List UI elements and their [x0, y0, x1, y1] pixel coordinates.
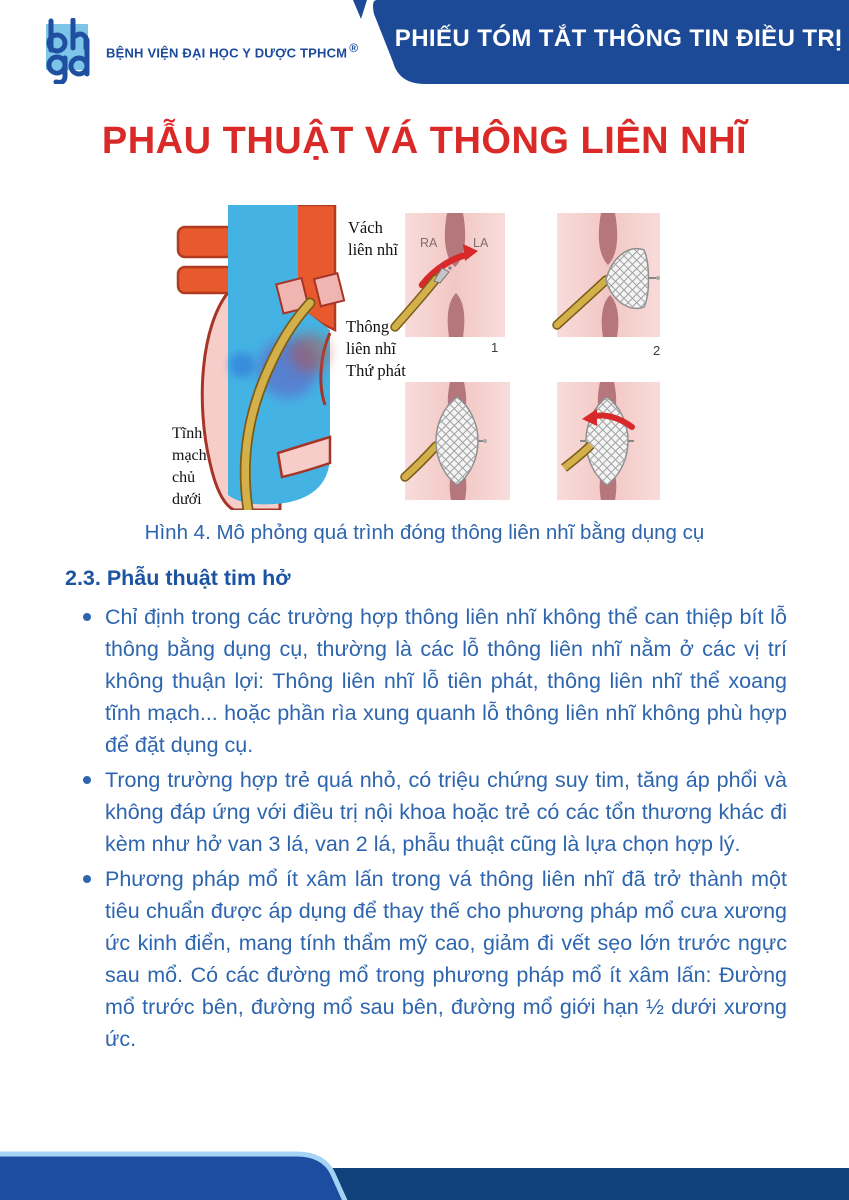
- list-item: Phương pháp mổ ít xâm lấn trong vá thông liên nhĩ đã trở thành một tiêu chuẩn được áp dụng để thay thế cho phương pháp mổ cưa xương ức kinh điển, mang tính thẩm mỹ cao, giảm đi vết sẹo lớn trước ngực sau mổ. Có các đường mổ trong phương pháp mổ ít xâm lấn: Đường mổ trước bên, đường mổ sau bên, đường mổ giới hạn ½ dưới xương ức.: [85, 863, 787, 1055]
- svg-text:liên nhĩ: liên nhĩ: [348, 240, 398, 259]
- left-atrium-label: LA: [473, 236, 489, 250]
- hospital-logo-icon: [30, 18, 94, 84]
- right-atrium-label: RA: [420, 236, 438, 250]
- pulmonary-artery-branch: [178, 227, 236, 257]
- hospital-name: [106, 41, 358, 60]
- section-heading: 2.3. Phẫu thuật tim hở: [65, 566, 291, 590]
- svg-text:dưới: dưới: [172, 491, 202, 508]
- heart-anatomy-illustration: [178, 205, 344, 510]
- svg-text:chủ: chủ: [172, 469, 196, 486]
- panel-3-device-deployed: [405, 382, 510, 500]
- hospital-logo: [30, 18, 358, 84]
- panel-1-crossing-defect: [395, 213, 505, 355]
- step-number-1: 1: [491, 340, 499, 355]
- bullet-list: [85, 601, 787, 1058]
- panel-4-device-released: [557, 382, 660, 500]
- figure-asd-closure: [170, 205, 730, 510]
- step-number-2: 2: [653, 343, 661, 358]
- page-title: PHẪU THUẬT VÁ THÔNG LIÊN NHĨ: [101, 120, 748, 162]
- svg-text:mạch: mạch: [172, 447, 207, 464]
- figure-caption: Hình 4. Mô phỏng quá trình đóng thông liên nhĩ bằng dụng cụ: [144, 521, 705, 544]
- svg-text:liên nhĩ: liên nhĩ: [346, 339, 396, 358]
- svg-text:Thứ phát: Thứ phát: [346, 361, 406, 380]
- ivc-label: Tĩnh: [172, 425, 203, 442]
- secundum-asd-label: Thông: [346, 317, 390, 336]
- panel-2-left-disc-deployed: [557, 213, 660, 358]
- banner-title: PHIẾU TÓM TẮT THÔNG TIN ĐIỀU TRỊ: [394, 25, 843, 52]
- registered-trademark: ®: [349, 41, 359, 56]
- atrial-septum-label: Vách: [348, 218, 383, 237]
- hospital-name-text: BỆNH VIỆN ĐẠI HỌC Y DƯỢC TPHCM: [106, 45, 348, 61]
- footer-tab-shape: [0, 1142, 400, 1200]
- list-item: Trong trường hợp trẻ quá nhỏ, có triệu chứng suy tim, tăng áp phổi và không đáp ứng với điều trị nội khoa hoặc trẻ có các tổn thương khác đi kèm như hở van 3 lá, van 2 lá, phẫu thuật cũng là lựa chọn hợp lý.: [85, 764, 787, 860]
- list-item: Chỉ định trong các trường hợp thông liên nhĩ không thể can thiệp bít lỗ thông bằng dụng cụ, thường là các lỗ thông liên nhĩ nằm ở các vị trí không thuận lợi: Thông liên nhĩ lỗ tiên phát, thông liên nhĩ thể xoang tĩnh mạch... hoặc phần rìa xung quanh lỗ thông liên nhĩ không phù hợp để đặt dụng cụ.: [85, 601, 787, 761]
- pulmonary-vein-branch: [178, 267, 236, 293]
